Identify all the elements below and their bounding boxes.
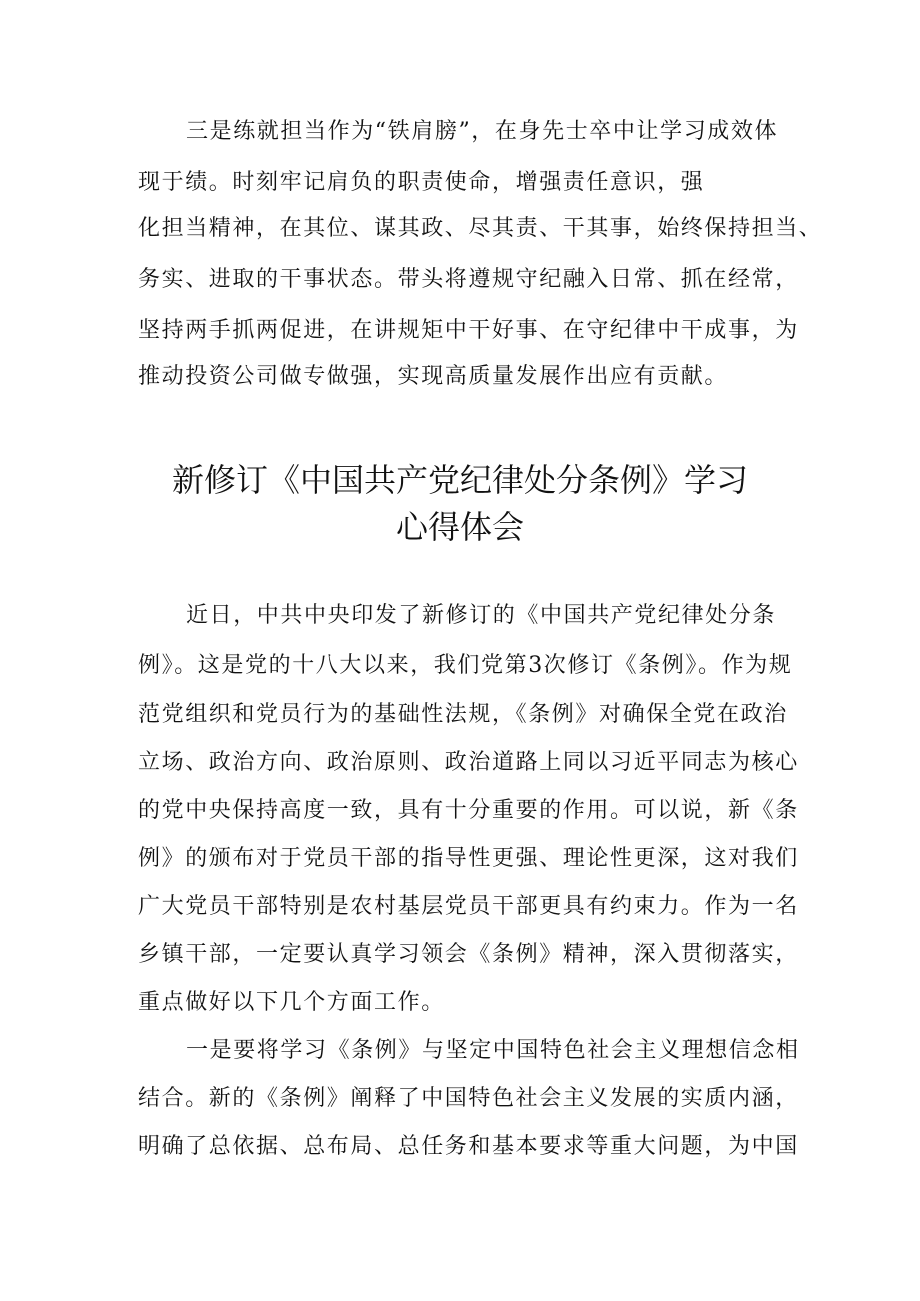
text-line: 现于绩。时刻牢记肩负的职责使命，增强责任意识，强 [138,170,705,195]
text-line: 重点做好以下几个方面工作。 [138,990,445,1015]
text-line: 立场、政治方向、政治原则、政治道路上同以习近平同志为核心 [138,750,799,775]
article-title-line-1: 新修订《中国共产党纪律处分条例》学习 [171,461,748,499]
text-line: 化担当精神，在其位、谋其政、尽其责、干其事，始终保持担当、 [138,216,823,241]
text-line: 例》的颁布对于党员干部的指导性更强、理论性更深，这对我们 [138,846,799,871]
text-line: 明确了总依据、总布局、总任务和基本要求等重大问题，为中国 [138,1134,799,1159]
text-line: 乡镇干部，一定要认真学习领会《条例》精神，深入贯彻落实， [138,942,799,967]
text-line: 坚持两手抓两促进，在讲规矩中干好事、在守纪律中干成事，为 [138,318,799,343]
text-line: 三是练就担当作为“铁肩膀”，在身先士卒中让学习成效体 [186,119,779,144]
text-line: 一是要将学习《条例》与坚定中国特色社会主义理想信念相 [186,1038,800,1063]
text-line: 结合。新的《条例》阐释了中国特色社会主义发展的实质内涵， [138,1086,799,1111]
text-line: 务实、进取的干事状态。带头将遵规守纪融入日常、抓在经常， [138,267,799,292]
text-line: 范党组织和党员行为的基础性法规，《条例》对确保全党在政治 [138,702,788,727]
text-line: 的党中央保持高度一致，具有十分重要的作用。可以说，新《条 [138,798,799,823]
text-line: 近日，中共中央印发了新修订的《中国共产党纪律处分条 [186,603,777,628]
text-line: 广大党员干部特别是农村基层党员干部更具有约束力。作为一名 [138,894,799,919]
text-line: 例》。这是党的十八大以来，我们党第3次修订《条例》。作为规 [138,653,793,678]
text-line: 推动投资公司做专做强，实现高质量发展作出应有贡献。 [138,364,729,389]
article-title-line-2: 心得体会 [395,508,524,546]
